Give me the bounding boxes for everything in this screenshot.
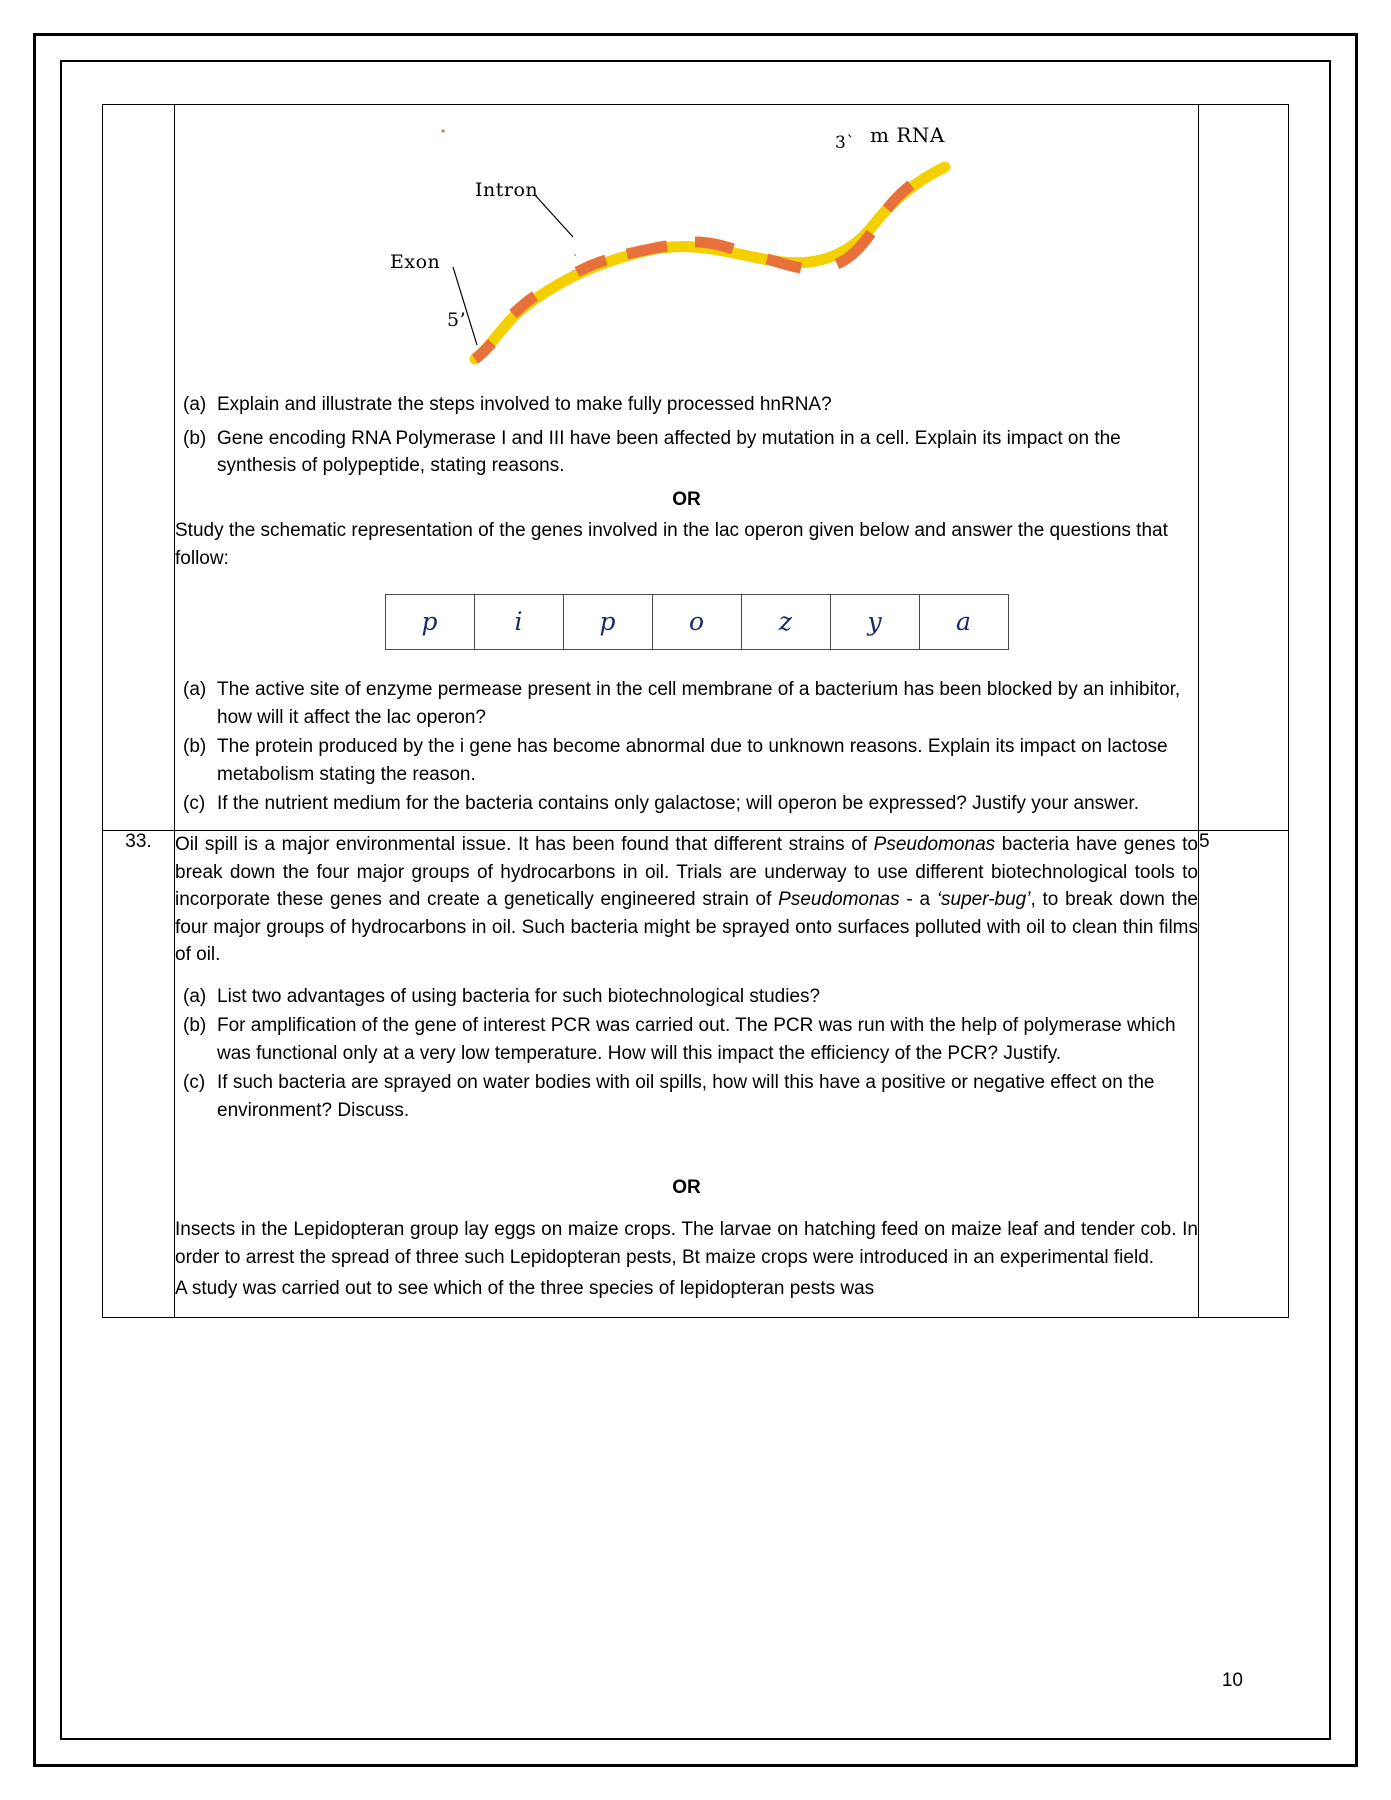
item-label: (a) <box>183 679 207 701</box>
table-row <box>385 595 1008 650</box>
item-label: (a) <box>183 985 207 1007</box>
question-table <box>102 104 1289 1318</box>
or-divider-33: OR <box>672 1177 701 1199</box>
table-row <box>103 105 1289 831</box>
or-divider-32: OR <box>672 488 701 510</box>
item-text: The protein produced by the i gene has become abnormal due to unknown reasons. Explain its impact on lactose metabolism stating the reason. <box>217 736 1168 785</box>
page-number: 10 <box>1221 1670 1243 1691</box>
item-text: Gene encoding RNA Polymerase I and III have been affected by mutation in a cell. Explain its impact on the synthesis of polypeptide, stating reasons. <box>217 427 1121 477</box>
list-item <box>175 983 1198 1011</box>
item-text: For amplification of the gene of interest PCR was carried out. The PCR was run with the help of polymerase which was functional only at a very low temperature. How will this impact the efficiency of the PCR? Justify. <box>217 1015 1176 1064</box>
question-33-or-paragraph: Insects in the Lepidopteran group lay eggs on maize crops. The larvae on hatching feed on maize leaf and tender cob. In order to arrest the spread of three such Lepidopteran pests, Bt maize crops were introduced in an experimental field. <box>175 1219 1198 1268</box>
list-item <box>175 790 1198 818</box>
operon-cell-i: i <box>474 595 563 650</box>
item-label: (a) <box>183 394 207 415</box>
item-label: (b) <box>183 427 207 449</box>
question-32-body <box>175 105 1199 831</box>
operon-cell-p1: p <box>385 595 474 650</box>
or-top-spacer <box>175 1126 1198 1174</box>
diagram-label-5-prime: 5’ <box>447 309 467 331</box>
list-item <box>175 733 1198 788</box>
item-text: If such bacteria are sprayed on water bodies with oil spills, how will this have a positive or negative effect on the environment? Discuss. <box>217 1072 1155 1121</box>
item-label: (b) <box>183 1015 207 1037</box>
question-33-body <box>175 831 1199 1318</box>
scan-artifact-dot-3 <box>572 270 574 272</box>
passage-part-3: - a <box>899 889 937 911</box>
item-text: If the nutrient medium for the bacteria contains only galactose; will operon be expressed? Justify your answer. <box>217 793 1139 815</box>
scan-artifact-dot-1 <box>441 129 444 132</box>
intron-leader-line <box>535 195 573 237</box>
list-item <box>175 391 1198 419</box>
list-item <box>175 1012 1198 1067</box>
lac-operon-diagram <box>175 594 1198 650</box>
operon-cell-o: o <box>652 595 741 650</box>
or-bottom-spacer <box>175 1206 1198 1216</box>
operon-cell-y: y <box>830 595 919 650</box>
page-content <box>102 104 1289 1698</box>
diagram-label-intron: Intron <box>475 179 539 201</box>
operon-cell-p2: p <box>563 595 652 650</box>
mrna-splicing-diagram <box>175 109 1198 377</box>
table-row <box>103 831 1289 1318</box>
page-outer-border <box>33 33 1358 1767</box>
item-label: (c) <box>183 793 206 815</box>
intron-segment-1 <box>475 343 492 359</box>
exon-strand <box>475 167 945 359</box>
marks-cell <box>1199 105 1289 831</box>
passage-part-4: , to break down the four major groups of hydrocarbons in oil. Such bacteria might be sprayed onto surfaces polluted with oil to clean thin films of oil. <box>175 889 1198 966</box>
question-number-cell <box>103 105 175 831</box>
question-33-or-paragraph-2: A study was carried out to see which of the three species of lepidopteran pests was <box>175 1278 875 1300</box>
item-text: List two advantages of using bacteria for such biotechnological studies? <box>217 985 821 1007</box>
item-label: (b) <box>183 736 207 758</box>
row-bottom-spacer <box>175 1307 1198 1317</box>
passage-italic-3: ‘super-bug’ <box>936 889 1031 911</box>
passage-part-2: bacteria have genes to break down the four major groups of hydrocarbons in oil. Trials are underway to use different biotechnological tools to incorporate these genes and create a genetically engineered strain of <box>175 834 1198 911</box>
intron-segment-2 <box>513 296 535 314</box>
or-intro-32: Study the schematic representation of the genes involved in the lac operon given below and answer the questions that follow: <box>175 520 1168 569</box>
item-label: (c) <box>183 1072 206 1094</box>
diagram-label-3-prime: 3ˋ <box>835 133 856 153</box>
page-inner-border <box>60 60 1331 1740</box>
item-text: The active site of enzyme permease present in the cell membrane of a bacterium has been blocked by an inhibitor, how will it affect the lac operon? <box>217 679 1181 728</box>
diagram-label-exon: Exon <box>390 251 441 273</box>
operon-cell-z: z <box>741 595 830 650</box>
passage-spacer <box>175 973 1198 983</box>
question-33-marks: 5 <box>1199 831 1289 1318</box>
list-item <box>175 1069 1198 1124</box>
passage-part-1: Oil spill is a major environmental issue. It has been found that different strains of <box>175 834 874 856</box>
question-33-number: 33. <box>103 831 175 1318</box>
row-bottom-spacer <box>175 820 1198 830</box>
question-33-passage <box>175 831 1198 969</box>
passage-italic-2: Pseudomonas <box>778 889 900 911</box>
diagram-label-mrna: m RNA <box>870 123 945 147</box>
intron-segment-3 <box>577 260 606 272</box>
splicing-svg <box>175 109 1155 377</box>
item-text: Explain and illustrate the steps involved to make fully processed hnRNA? <box>217 394 832 415</box>
scan-artifact-dot-2 <box>574 254 576 256</box>
passage-italic-1: Pseudomonas <box>873 834 996 856</box>
list-item <box>175 676 1198 731</box>
operon-gene-table <box>385 594 1009 650</box>
question-32-or-items <box>175 676 1198 818</box>
question-33-items <box>175 983 1198 1125</box>
list-item <box>175 425 1198 480</box>
operon-cell-a: a <box>919 595 1008 650</box>
